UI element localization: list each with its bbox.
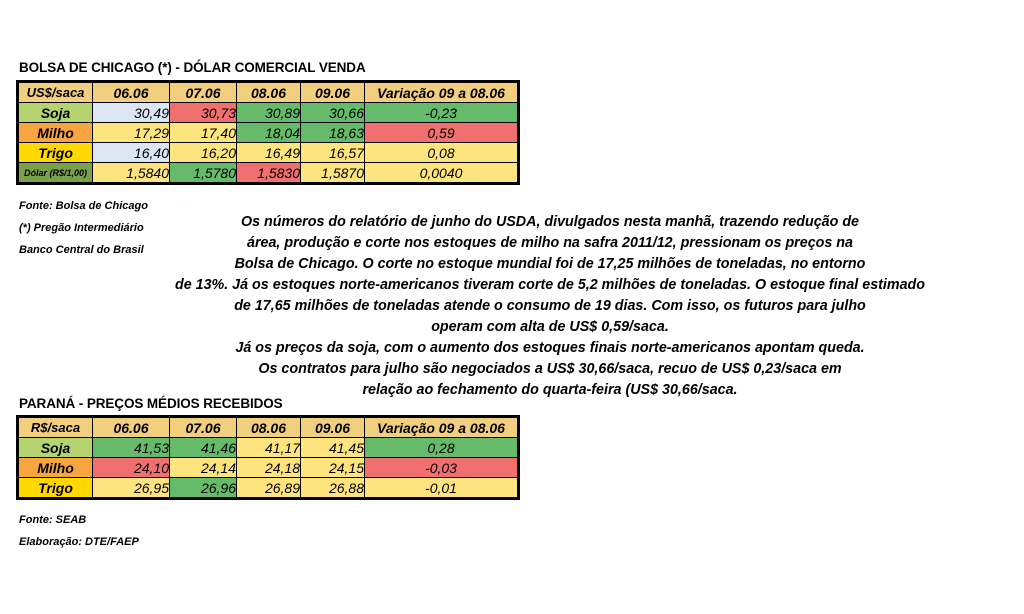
- parana-price-table: [16, 415, 520, 500]
- price-cell: 26,88: [301, 478, 365, 499]
- row-label-milho: Milho: [18, 458, 93, 478]
- paragraph-line: de 13%. Já os estoques norte-americanos tiveram corte de 5,2 milhões de toneladas. O estoque final estimado: [174, 277, 926, 293]
- price-cell: 18,63: [301, 123, 365, 143]
- price-cell: 16,40: [93, 143, 170, 163]
- source-note: Elaboração: DTE/FAEP: [19, 536, 139, 548]
- row-label-soja: Soja: [18, 438, 93, 458]
- table-row: [18, 458, 519, 478]
- table-header-row: [18, 82, 519, 103]
- price-cell: 16,49: [237, 143, 301, 163]
- table-row: [18, 478, 519, 499]
- row-label-soja: Soja: [18, 103, 93, 123]
- price-cell: 17,40: [170, 123, 237, 143]
- paragraph-line: operam com alta de US$ 0,59/saca.: [431, 319, 669, 335]
- date-header: 08.06: [237, 417, 301, 438]
- price-cell: 17,29: [93, 123, 170, 143]
- source-note: (*) Pregão Intermediário: [19, 222, 144, 234]
- table-header-row: [18, 417, 519, 438]
- price-cell: 24,14: [170, 458, 237, 478]
- price-cell: 30,89: [237, 103, 301, 123]
- paragraph-line: de 17,65 milhões de toneladas atende o consumo de 19 dias. Com isso, os futuros para julho: [234, 298, 866, 314]
- row-label-trigo: Trigo: [18, 143, 93, 163]
- unit-header: R$/saca: [18, 417, 93, 438]
- variation-cell: -0,03: [365, 458, 519, 478]
- date-header: 07.06: [170, 417, 237, 438]
- price-cell: 26,89: [237, 478, 301, 499]
- row-label-milho: Milho: [18, 123, 93, 143]
- variation-cell: 0,0040: [365, 163, 519, 184]
- paragraph-line: Já os preços da soja, com o aumento dos estoques finais norte-americanos apontam queda.: [235, 340, 865, 356]
- date-header: 09.06: [301, 82, 365, 103]
- table-row: [18, 143, 519, 163]
- table-row: [18, 123, 519, 143]
- table-row: [18, 438, 519, 458]
- paragraph-line: Os números do relatório de junho do USDA, divulgados nesta manhã, trazendo redução de: [240, 214, 860, 230]
- price-cell: 41,17: [237, 438, 301, 458]
- price-cell: 24,10: [93, 458, 170, 478]
- parana-table-title: PARANÁ - PREÇOS MÉDIOS RECEBIDOS: [19, 396, 283, 411]
- variation-cell: 0,28: [365, 438, 519, 458]
- price-cell: 16,57: [301, 143, 365, 163]
- paragraph-line: área, produção e corte nos estoques de milho na safra 2011/12, pressionam os preços na: [247, 235, 853, 251]
- date-header: 08.06: [237, 82, 301, 103]
- price-cell: 41,45: [301, 438, 365, 458]
- date-header: 06.06: [93, 82, 170, 103]
- price-cell: 18,04: [237, 123, 301, 143]
- source-note: Banco Central do Brasil: [19, 244, 144, 256]
- price-cell: 30,49: [93, 103, 170, 123]
- date-header: 07.06: [170, 82, 237, 103]
- price-cell: 1,5830: [237, 163, 301, 184]
- price-cell: 1,5870: [301, 163, 365, 184]
- price-cell: 30,73: [170, 103, 237, 123]
- price-cell: 41,53: [93, 438, 170, 458]
- price-cell: 24,18: [237, 458, 301, 478]
- table-row: [18, 103, 519, 123]
- source-note: Fonte: SEAB: [19, 514, 87, 526]
- chicago-table-title: BOLSA DE CHICAGO (*) - DÓLAR COMERCIAL VENDA: [19, 60, 366, 75]
- variation-cell: 0,59: [365, 123, 519, 143]
- paragraph-line: Os contratos para julho são negociados a US$ 30,66/saca, recuo de US$ 0,23/saca em: [258, 361, 842, 377]
- paragraph-line: relação ao fechamento do quarta-feira (US$ 30,66/saca.: [362, 382, 738, 398]
- paragraph-line: Bolsa de Chicago. O corte no estoque mundial foi de 17,25 milhões de toneladas, no entorno: [234, 256, 866, 272]
- price-cell: 24,15: [301, 458, 365, 478]
- date-header: 06.06: [93, 417, 170, 438]
- table-row: [18, 163, 519, 184]
- source-note: Fonte: Bolsa de Chicago: [19, 200, 148, 212]
- variation-cell: -0,23: [365, 103, 519, 123]
- unit-header: US$/saca: [18, 82, 93, 103]
- price-cell: 26,96: [170, 478, 237, 499]
- variation-header: Variação 09 a 08.06: [365, 82, 519, 103]
- variation-header: Variação 09 a 08.06: [365, 417, 519, 438]
- variation-cell: -0,01: [365, 478, 519, 499]
- price-cell: 1,5840: [93, 163, 170, 184]
- commentary-paragraph: [160, 212, 940, 401]
- chicago-price-table: [16, 80, 520, 185]
- price-cell: 1,5780: [170, 163, 237, 184]
- price-cell: 16,20: [170, 143, 237, 163]
- price-cell: 30,66: [301, 103, 365, 123]
- price-cell: 26,95: [93, 478, 170, 499]
- row-label-dolar: Dólar (R$/1,00): [18, 163, 93, 184]
- row-label-trigo: Trigo: [18, 478, 93, 499]
- date-header: 09.06: [301, 417, 365, 438]
- price-cell: 41,46: [170, 438, 237, 458]
- variation-cell: 0,08: [365, 143, 519, 163]
